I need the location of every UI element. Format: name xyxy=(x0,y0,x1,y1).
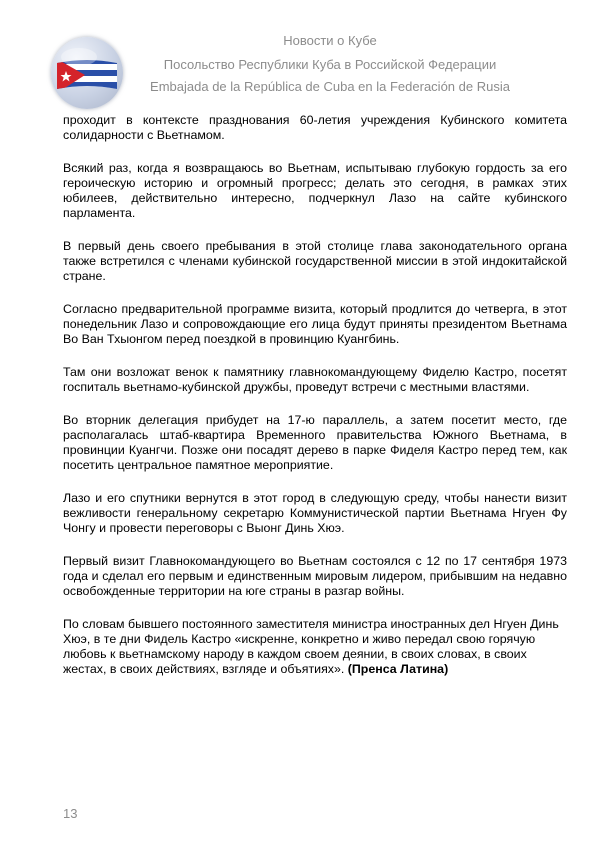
paragraph: Лазо и его спутники вернутся в этот город в следующую среду, чтобы нанести визит вежливости генеральному секретарю Коммунистической партии Вьетнама Нгуен Фу Чонгу и провести переговоры с Выонг Динь Хюэ. xyxy=(63,491,567,535)
paragraph-last xyxy=(63,617,567,677)
paragraph-text: По словам бывшего постоянного заместителя министра иностранных дел Нгуен Динь Хюэ, в те дни Фидель Кастро «искренне, конкретно и живо передал свою горячую любовь к вьетнамскому народу в каждом своем деянии, в своих словах, в своих жестах, в своих действиях, взгляде и объятиях». xyxy=(63,617,559,676)
header-embassy-ru: Посольство Республики Куба в Российской Федерации xyxy=(163,57,497,72)
paragraph: В первый день своего пребывания в этой столице глава законодательного органа также встретился с членами кубинской государственной миссии в этой индокитайской стране. xyxy=(63,239,567,283)
article-body xyxy=(63,113,567,695)
paragraph: Первый визит Главнокомандующего во Вьетнам состоялся с 12 по 17 сентября 1973 года и сделал его первым и единственным мировым лидером, прибывшим на недавно освобожденные территории на юге страны в разгар войны. xyxy=(63,554,567,598)
source-credit: (Пренса Латина) xyxy=(347,662,449,676)
header-embassy-es: Embajada de la República de Cuba en la Federación de Rusia xyxy=(150,79,510,94)
paragraph: Во вторник делегация прибудет на 17-ю параллель, а затем посетит место, где располагалась штаб-квартира Временного правительства Южного Вьетнама, в провинции Куангчи. Позже они посадят дерево в парке Фиделя Кастро перед тем, как посетить центральное памятное мероприятие. xyxy=(63,413,567,472)
cuban-flag-globe-icon xyxy=(51,37,123,109)
paragraph: Согласно предварительной программе визита, который продлится до четверга, в этот понедельник Лазо и сопровождающие его лица будут приняты президентом Вьетнама Во Ван Тхыонгом перед поездкой в провинцию Куангбинь. xyxy=(63,302,567,346)
page-number: 13 xyxy=(63,806,78,821)
paragraph: Там они возложат венок к памятнику главнокомандующему Фиделю Кастро, посетят госпиталь вьетнамо-кубинской дружбы, проведут встречи с местными властями. xyxy=(63,365,567,394)
paragraph: Всякий раз, когда я возвращаюсь во Вьетнам, испытываю глубокую гордость за его героическую историю и огромный прогресс; делать это сегодня, в рамках этих юбилеев, действительно интересно, подчеркнул Лазо на сайте кубинского парламента. xyxy=(63,161,567,220)
paragraph: проходит в контексте празднования 60-летия учреждения Кубинского комитета солидарности с Вьетнамом. xyxy=(63,113,567,142)
page-header xyxy=(0,0,609,110)
header-title: Новости о Кубе xyxy=(283,33,377,48)
